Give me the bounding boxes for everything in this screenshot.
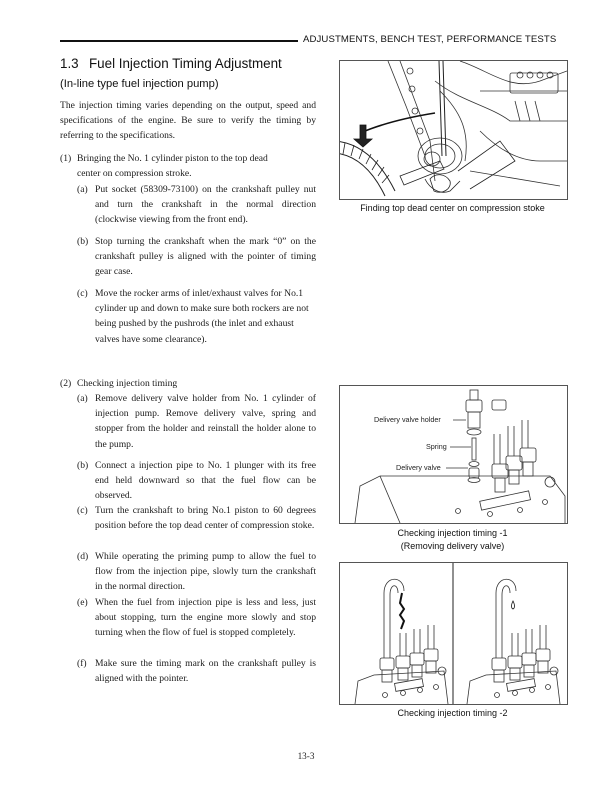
header-rule [60,40,298,42]
figure-caption-sub: (Removing delivery valve) [400,541,505,551]
fuel-flow-illustration [340,563,567,704]
substep-text: Stop turning the crankshaft when the mark “0” on the crankshaft pulley is aligned with the pointer of timing gear case. [95,236,316,278]
figure-caption: Finding top dead center on compression stoke [360,203,545,213]
figure-caption: Checking injection timing -2 [397,708,508,718]
substep-label: (e) [77,597,88,608]
step-text: Bringing the No. 1 cylinder piston to the top dead center on compression stroke. [77,153,268,180]
step-text: Checking injection timing [77,378,178,389]
figure-caption: Checking injection timing -1 [397,528,508,538]
substep-1a [77,182,317,230]
label-delivery-valve: Delivery valve [396,463,441,472]
running-header: ADJUSTMENTS, BENCH TEST, PERFORMANCE TESTS [303,34,557,45]
substep-text: Put socket (58309-73100) on the crankshaft pulley nut and turn the crankshaft in the normal direction (clockwise viewing from the front end). [95,184,316,226]
substep-label: (c) [77,505,88,516]
substep-2f [77,656,317,688]
substep-text: Remove delivery valve holder from No. 1 cylinder of injection pump. Remove delivery valve, spring and stopper from the holder and reinstall the holder alone to the pump. [95,393,316,450]
section-number: 1.3 [60,56,79,71]
substep-label: (a) [77,184,88,195]
substep-1b [77,234,317,282]
section-title: Fuel Injection Timing Adjustment [89,56,282,71]
substep-label: (b) [77,236,89,247]
label-spring: Spring [426,442,447,451]
section-subtitle: (In-line type fuel injection pump) [60,78,219,90]
substep-text: Turn the crankshaft to bring No.1 piston to 60 degrees position before the top dead center of compression stoke. [95,505,316,532]
page-number: 13-3 [297,751,315,761]
step-label: (2) [60,378,72,389]
label-delivery-valve-holder: Delivery valve holder [374,415,441,424]
figure-crankshaft-pulley [339,60,568,200]
substep-text: Move the rocker arms of inlet/exhaust valves for No.1 cylinder up and down to make sure both rockers are not being pushed by the pushrods (the inlet and exhaust valves have some clearance). [95,288,309,345]
substep-label: (d) [77,551,89,562]
substep-2e [77,595,317,659]
substep-1c [77,286,317,350]
step-2 [60,376,320,392]
substep-text: Make sure the timing mark on the crankshaft pulley is aligned with the pointer. [95,658,316,685]
step-label: (1) [60,153,72,164]
substep-2a [77,391,317,455]
substep-text: Connect a injection pipe to No. 1 plunger with its free end held downward so that the fuel flow can be observed. [95,460,316,502]
intro-paragraph: The injection timing varies depending on the output, speed and specifications of the engine. Be sure to verify the timing by referring to the specifications. [60,100,316,142]
substep-label: (f) [77,658,87,669]
substep-2b [77,458,317,506]
step-1 [60,151,320,183]
substep-label: (b) [77,460,89,471]
figure-delivery-valve [339,385,568,524]
substep-label: (a) [77,393,88,404]
delivery-valve-exploded-illustration [340,386,567,523]
substep-text: When the fuel from injection pipe is less and less, just about stopping, turn the engine more slowly and stop turning when the flow of fuel is stopped completely. [95,597,316,639]
substep-2d [77,549,317,597]
engine-pulley-illustration [340,61,567,199]
substep-2c [77,503,317,551]
section-heading [60,56,282,71]
substep-text: While operating the priming pump to allow the fuel to flow from the injection pipe, slowly turn the crankshaft in the normal direction. [95,551,316,593]
figure-fuel-flow-comparison [339,562,568,705]
substep-label: (c) [77,288,88,299]
